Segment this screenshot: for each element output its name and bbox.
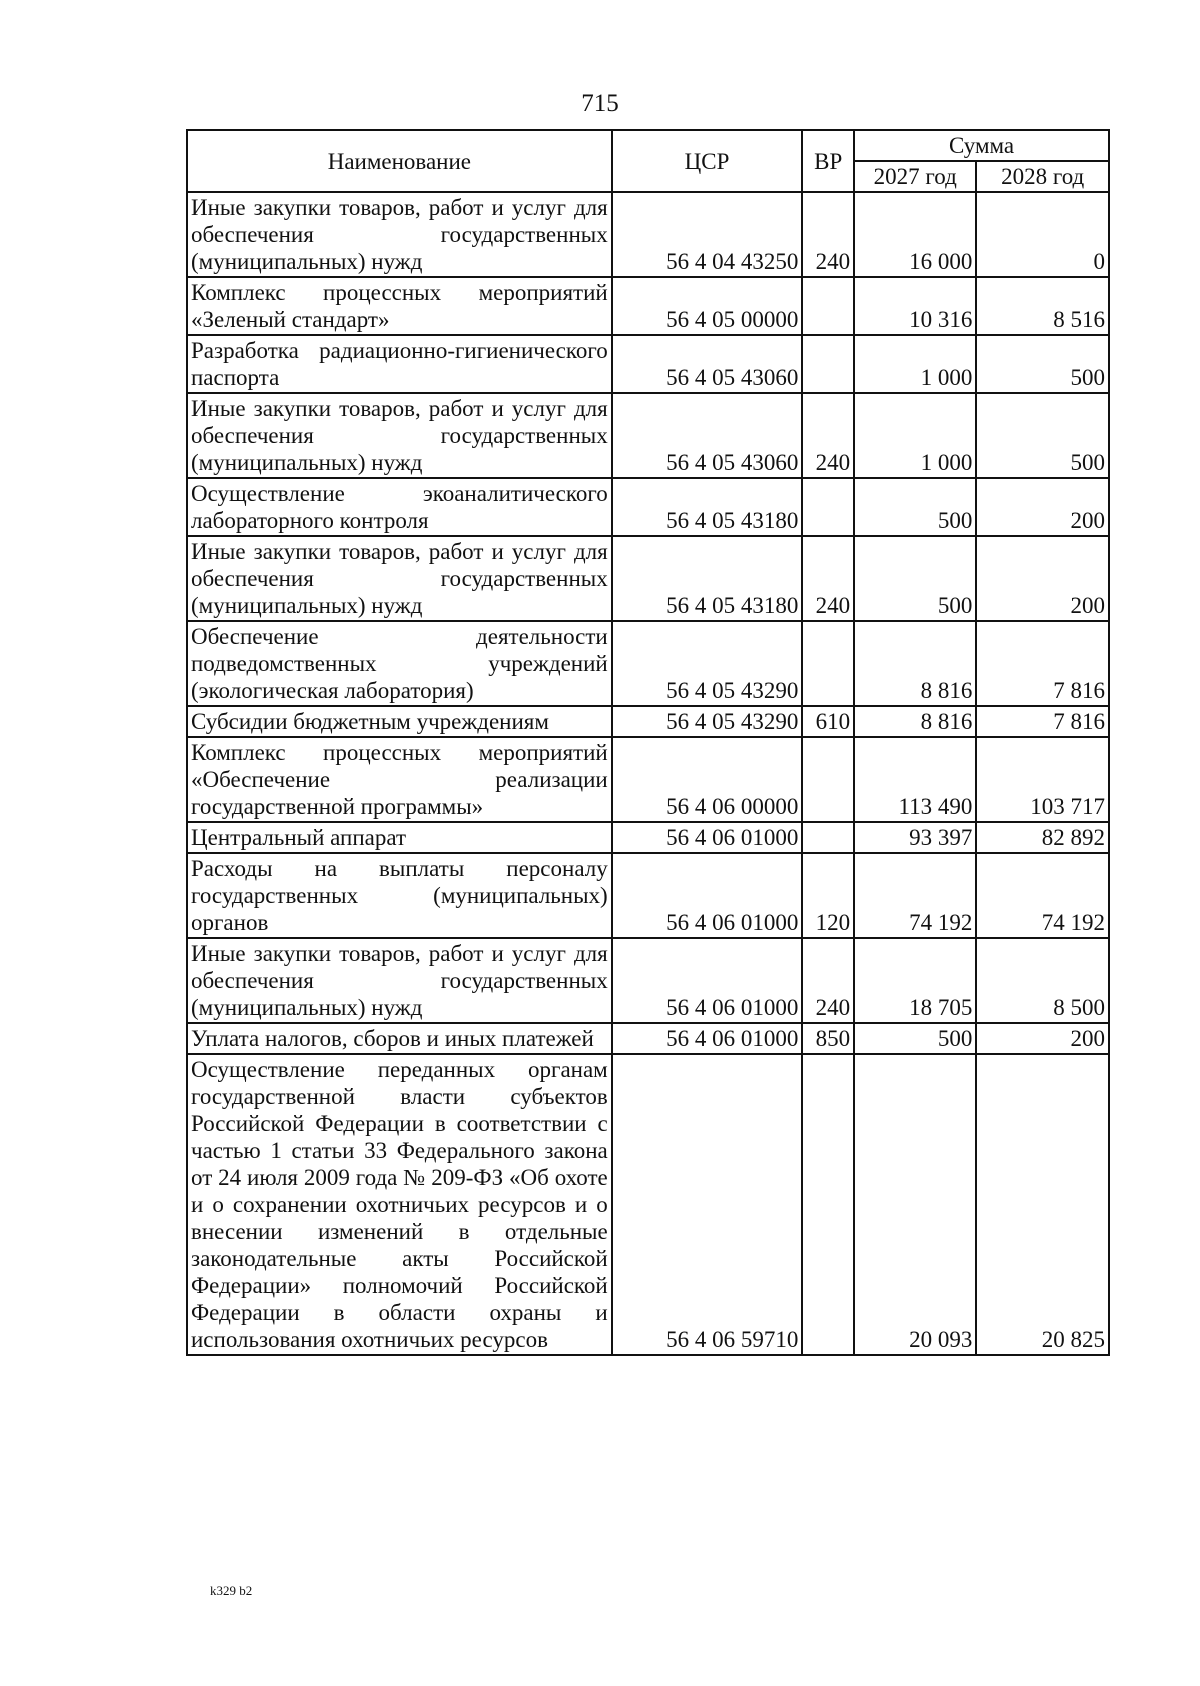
row-amount-2028: 7 816	[976, 706, 1109, 737]
row-name: Иные закупки товаров, работ и услуг для обеспечения государственных (муниципальных) нужд	[187, 192, 612, 277]
row-amount-2028: 0	[976, 192, 1109, 277]
row-csr: 56 4 06 01000	[612, 822, 803, 853]
table-row	[187, 822, 1109, 853]
row-name: Расходы на выплаты персоналу государственных (муниципальных) органов	[187, 853, 612, 938]
row-amount-2028: 74 192	[976, 853, 1109, 938]
table-row	[187, 737, 1109, 822]
table-row	[187, 277, 1109, 335]
row-csr: 56 4 06 00000	[612, 737, 803, 822]
row-amount-2028: 8 516	[976, 277, 1109, 335]
row-name: Комплекс процессных мероприятий «Зеленый стандарт»	[187, 277, 612, 335]
row-amount-2028: 103 717	[976, 737, 1109, 822]
row-csr: 56 4 06 01000	[612, 1023, 803, 1054]
row-amount-2028: 8 500	[976, 938, 1109, 1023]
row-vr: 610	[802, 706, 854, 737]
row-csr: 56 4 05 43060	[612, 393, 803, 478]
table-row	[187, 536, 1109, 621]
row-amount-2027: 8 816	[854, 621, 976, 706]
row-csr: 56 4 05 43180	[612, 478, 803, 536]
row-amount-2027: 16 000	[854, 192, 976, 277]
header-sum: Сумма	[854, 130, 1109, 161]
row-amount-2027: 500	[854, 1023, 976, 1054]
row-name: Центральный аппарат	[187, 822, 612, 853]
row-name: Комплекс процессных мероприятий «Обеспечение реализации государственной программы»	[187, 737, 612, 822]
header-year-2027: 2027 год	[854, 161, 976, 192]
budget-table	[186, 129, 1110, 1356]
table-row	[187, 621, 1109, 706]
row-csr: 56 4 04 43250	[612, 192, 803, 277]
row-vr	[802, 478, 854, 536]
row-name: Осуществление переданных органам государственной власти субъектов Российской Федерации в соответствии с частью 1 статьи 33 Федерального закона от 24 июля 2009 года № 209-ФЗ «Об охоте и о сохранении охотничьих ресурсов и о внесении изменений в отдельные законодательные акты Российской Федерации» полномочий Российской Федерации в области охраны и использования охотничьих ресурсов	[187, 1054, 612, 1355]
row-csr: 56 4 05 43290	[612, 621, 803, 706]
row-name: Субсидии бюджетным учреждениям	[187, 706, 612, 737]
table-row	[187, 1023, 1109, 1054]
row-csr: 56 4 06 01000	[612, 938, 803, 1023]
row-vr: 240	[802, 536, 854, 621]
row-name: Разработка радиационно-гигиенического паспорта	[187, 335, 612, 393]
table-body	[187, 192, 1109, 1355]
table-row	[187, 938, 1109, 1023]
row-vr	[802, 621, 854, 706]
row-vr: 850	[802, 1023, 854, 1054]
row-amount-2027: 500	[854, 536, 976, 621]
row-amount-2028: 20 825	[976, 1054, 1109, 1355]
table-row	[187, 478, 1109, 536]
page-number: 715	[581, 90, 619, 117]
row-vr	[802, 822, 854, 853]
row-csr: 56 4 05 43180	[612, 536, 803, 621]
row-vr: 240	[802, 393, 854, 478]
row-amount-2027: 93 397	[854, 822, 976, 853]
table-row	[187, 393, 1109, 478]
row-amount-2028: 500	[976, 393, 1109, 478]
row-vr	[802, 1054, 854, 1355]
row-name: Уплата налогов, сборов и иных платежей	[187, 1023, 612, 1054]
footer-code: k329 b2	[210, 1583, 253, 1598]
row-amount-2027: 20 093	[854, 1054, 976, 1355]
row-name: Осуществление экоаналитического лабораторного контроля	[187, 478, 612, 536]
row-vr: 120	[802, 853, 854, 938]
table-row	[187, 853, 1109, 938]
row-amount-2027: 10 316	[854, 277, 976, 335]
table-row	[187, 1054, 1109, 1355]
row-csr: 56 4 06 01000	[612, 853, 803, 938]
row-name: Иные закупки товаров, работ и услуг для обеспечения государственных (муниципальных) нужд	[187, 938, 612, 1023]
row-csr: 56 4 06 59710	[612, 1054, 803, 1355]
row-amount-2027: 18 705	[854, 938, 976, 1023]
row-vr	[802, 737, 854, 822]
header-name: Наименование	[187, 130, 612, 192]
row-amount-2028: 7 816	[976, 621, 1109, 706]
row-vr	[802, 277, 854, 335]
table-row	[187, 192, 1109, 277]
row-vr: 240	[802, 938, 854, 1023]
row-amount-2027: 74 192	[854, 853, 976, 938]
header-csr: ЦСР	[612, 130, 803, 192]
row-name: Иные закупки товаров, работ и услуг для обеспечения государственных (муниципальных) нужд	[187, 536, 612, 621]
row-name: Обеспечение деятельности подведомственных учреждений (экологическая лаборатория)	[187, 621, 612, 706]
row-amount-2027: 113 490	[854, 737, 976, 822]
row-csr: 56 4 05 43060	[612, 335, 803, 393]
header-vr: ВР	[802, 130, 854, 192]
row-amount-2028: 200	[976, 536, 1109, 621]
row-vr	[802, 335, 854, 393]
row-amount-2027: 8 816	[854, 706, 976, 737]
row-amount-2027: 500	[854, 478, 976, 536]
row-csr: 56 4 05 00000	[612, 277, 803, 335]
row-amount-2028: 200	[976, 478, 1109, 536]
header-year-2028: 2028 год	[976, 161, 1109, 192]
row-amount-2028: 200	[976, 1023, 1109, 1054]
table-row	[187, 335, 1109, 393]
row-amount-2027: 1 000	[854, 335, 976, 393]
row-vr: 240	[802, 192, 854, 277]
row-amount-2027: 1 000	[854, 393, 976, 478]
table-row	[187, 706, 1109, 737]
header-row	[187, 130, 1109, 161]
row-name: Иные закупки товаров, работ и услуг для обеспечения государственных (муниципальных) нужд	[187, 393, 612, 478]
row-csr: 56 4 05 43290	[612, 706, 803, 737]
row-amount-2028: 82 892	[976, 822, 1109, 853]
row-amount-2028: 500	[976, 335, 1109, 393]
